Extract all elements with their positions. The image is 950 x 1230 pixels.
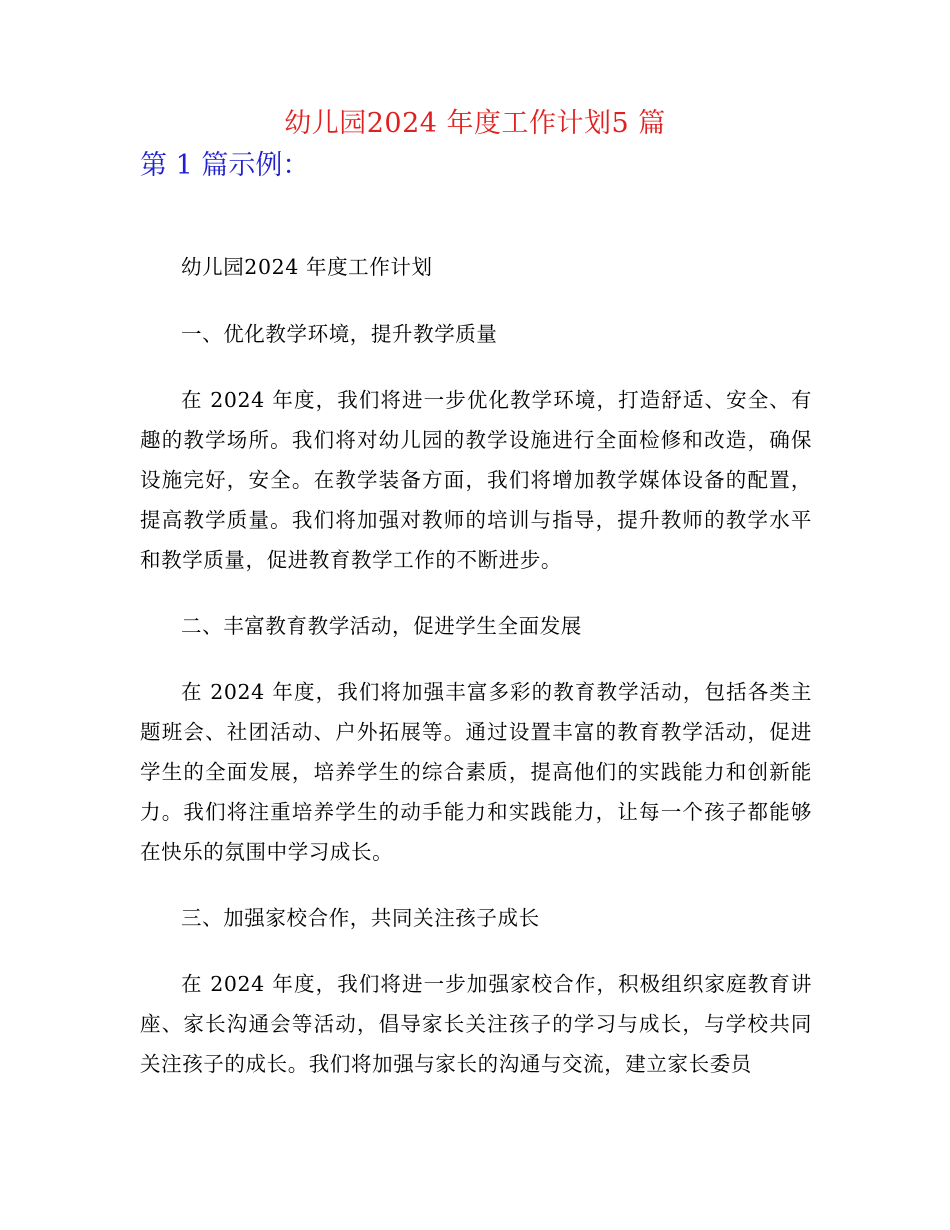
- heading-item-2: 二、丰富教育教学活动，促进学生全面发展: [181, 614, 582, 638]
- document-body: [140, 246, 812, 1109]
- document-title: 幼儿园2024 年度工作计划5 篇: [284, 108, 666, 139]
- plan-subtitle: 幼儿园2024 年度工作计划: [181, 255, 433, 279]
- heading-item-1: 一、优化教学环境，提升教学质量: [181, 322, 498, 346]
- paragraph-2: 在 2024 年度，我们将加强丰富多彩的教育教学活动，包括各类主题班会、社团活动、户外拓展等。通过设置丰富的教育教学活动，促进学生的全面发展，培养学生的综合素质，提高他们的实践能力和创新能力。我们将注重培养学生的动手能力和实践能力，让每一个孩子都能够在快乐的氛围中学习成长。: [140, 680, 812, 864]
- section-heading: 第 1 篇示例：: [140, 150, 310, 181]
- paragraph-3: 在 2024 年度，我们将进一步加强家校合作，积极组织家庭教育讲座、家长沟通会等活动，倡导家长关注孩子的学习与成长，与学校共同关注孩子的成长。我们将加强与家长的沟通与交流，建立家长委员: [140, 972, 812, 1076]
- paragraph-1: 在 2024 年度，我们将进一步优化教学环境，打造舒适、安全、有趣的教学场所。我们将对幼儿园的教学设施进行全面检修和改造，确保设施完好，安全。在教学装备方面，我们将增加教学媒体设备的配置，提高教学质量。我们将加强对教师的培训与指导，提升教师的教学水平和教学质量，促进教育教学工作的不断进步。: [140, 388, 812, 572]
- heading-item-3: 三、加强家校合作，共同关注孩子成长: [181, 906, 540, 930]
